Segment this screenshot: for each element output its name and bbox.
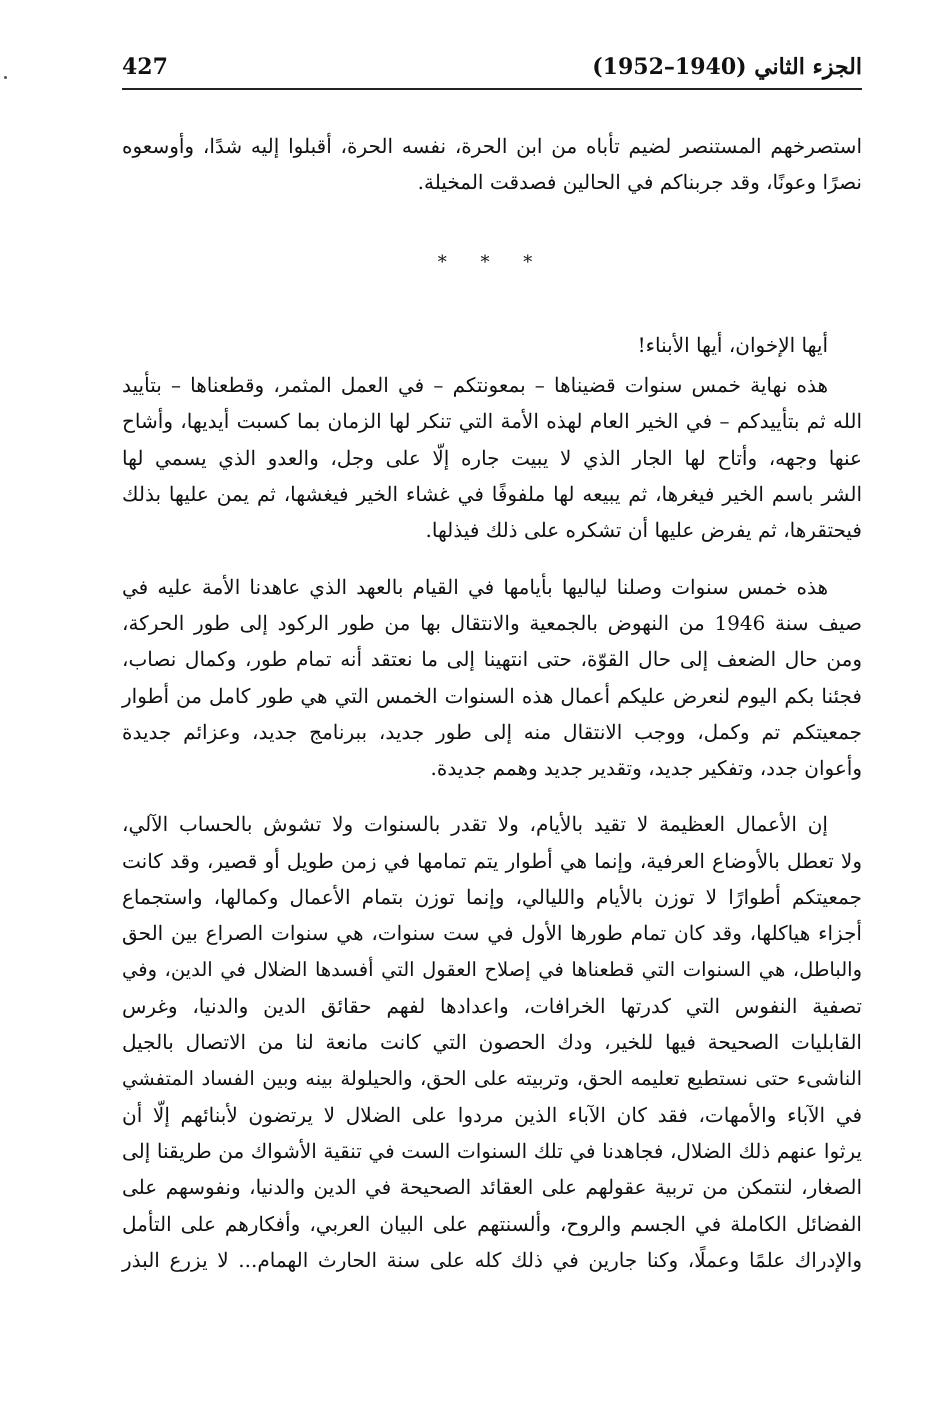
text-line: وأعوان جدد، وتفكير جديد، وتقدير جديد وهمم جديدة. (430, 756, 862, 781)
salutation (122, 327, 862, 363)
text-line: الشر باسم الخير فيغرها، ثم يبيعه لها ملفوفًا في غشاء الخير فيغشها، ثم يمن عليها بذلك (122, 482, 862, 507)
paragraph-continuation (122, 128, 862, 201)
text-line: يرثوا عنهم ذلك الضلال، فجاهدنا في تلك السنوات الست في تنقية الأشواك من طريقنا إلى (122, 1139, 862, 1164)
paragraph-1 (122, 367, 862, 548)
text-line: نصرًا وعونًا، وقد جربناكم في الحالين فصدقت المخيلة. (417, 170, 862, 195)
body-text (122, 128, 862, 1298)
text-line: عنها وجهه، وأتاح لها الجار الذي لا يبيت جاره إلّا على وجل، والعدو الذي يسمي لها (122, 445, 862, 470)
text-line: والباطل، هي السنوات التي قطعناها في إصلاح العقول التي أفسدها الضلال في الدين، وفي (122, 957, 862, 981)
text-line: تصفية النفوس التي كدرتها الخرافات، واعدادها لفهم حقائق الدين والدنيا، وغرس (122, 993, 862, 1018)
section-separator: * * * (437, 251, 547, 273)
text-line: جمعيتكم تم وكمل، ووجب الانتقال منه إلى طور جديد، ببرنامج جديد، وعزائم جديدة (122, 719, 862, 744)
text-line: هذه خمس سنوات وصلنا لياليها بأيامها في القيام بالعهد الذي عاهدنا الأمة عليه في (122, 574, 828, 599)
text-line: الله ثم بتأييدكم – في الخير العام لهذه الأمة التي تنكر لها الزمان بما كسبت أيديها، وأشاح (122, 409, 862, 434)
page-number: 427 (122, 54, 168, 80)
text-line: القابليات الصحيحة فيها للخير، ودك الحصون التي كانت مانعة لنا من الاتصال بالجيل (122, 1030, 862, 1055)
scan-speck (4, 76, 7, 79)
text-line: جمعيتكم أطوارًا لا توزن بالأيام والليالي، وإنما توزن بتمام الأعمال وكمالها، واستجماع (122, 885, 862, 910)
paragraph-2 (122, 569, 862, 787)
text-line: والإدراك علمًا وعملًا، وكنا جارين في ذلك كله على سنة الحارث الهمام... لا يزرع البذر (122, 1248, 863, 1273)
text-line: ومن حال الضعف إلى حال القوّة، حتى انتهينا إلى ما نعتقد أنه تمام طور، وكمال نصاب، (122, 647, 862, 672)
text-line: الفضائل الكاملة في الجسم والروح، وألسنتهم على البيان العربي، وأفكارهم على التأمل (122, 1211, 862, 1236)
paragraph-3 (122, 806, 862, 1278)
text-line: استصرخهم المستنصر لضيم تأباه من ابن الحرة، نفسه الحرة، أقبلوا إليه شدًا، وأوسعوه (122, 134, 862, 158)
header-rule (122, 88, 862, 90)
page-header (122, 54, 862, 88)
text-line: أجزاء هياكلها، وقد كان تمام طورها الأول في ست سنوات، هي سنوات الصراع بين الحق (122, 921, 862, 946)
running-head: الجزء الثاني (1940–1952) (592, 54, 862, 80)
text-line: الناشىء حتى نستطيع تعليمه الحق، وتربيته على الحق، والحيلولة بينه وبين الفساد المتفشي (122, 1066, 862, 1090)
text-line: الصغار، لنتمكن من تربية عقولهم على العقائد الصحيحة في الدين والدنيا، ونفوسهم على (122, 1175, 862, 1200)
text-line: فجئنا بكم اليوم لنعرض عليكم أعمال هذه السنوات الخمس التي هي طور كامل من أطوار (122, 683, 862, 708)
text-line: إن الأعمال العظيمة لا تقيد بالأيام، ولا تقدر بالسنوات ولا تشوش بالحساب الآلي، (122, 812, 828, 837)
text-line: صيف سنة 1946 من النهوض بالجمعية والانتقال بها من طور الركود إلى طور الحركة، (122, 610, 862, 635)
text-line: فيحتقرها، ثم يفرض عليها أن تشكره على ذلك فيذلها. (425, 518, 862, 543)
text-line: ولا تعطل بالأوضاع العرفية، وإنما هي أطوار يتم تمامها في زمن طويل أو قصير، وقد كانت (122, 848, 862, 873)
text-line: في الآباء والأمهات، فقد كان الآباء الذين مردوا على الضلال لا يرتضون لأبنائهم إلّا أن (122, 1102, 862, 1127)
salutation-line: أيها الإخوان، أيها الأبناء! (637, 332, 828, 357)
text-line: هذه نهاية خمس سنوات قضيناها – بمعونتكم – في العمل المثمر، وقطعناها – بتأييد (122, 373, 828, 398)
